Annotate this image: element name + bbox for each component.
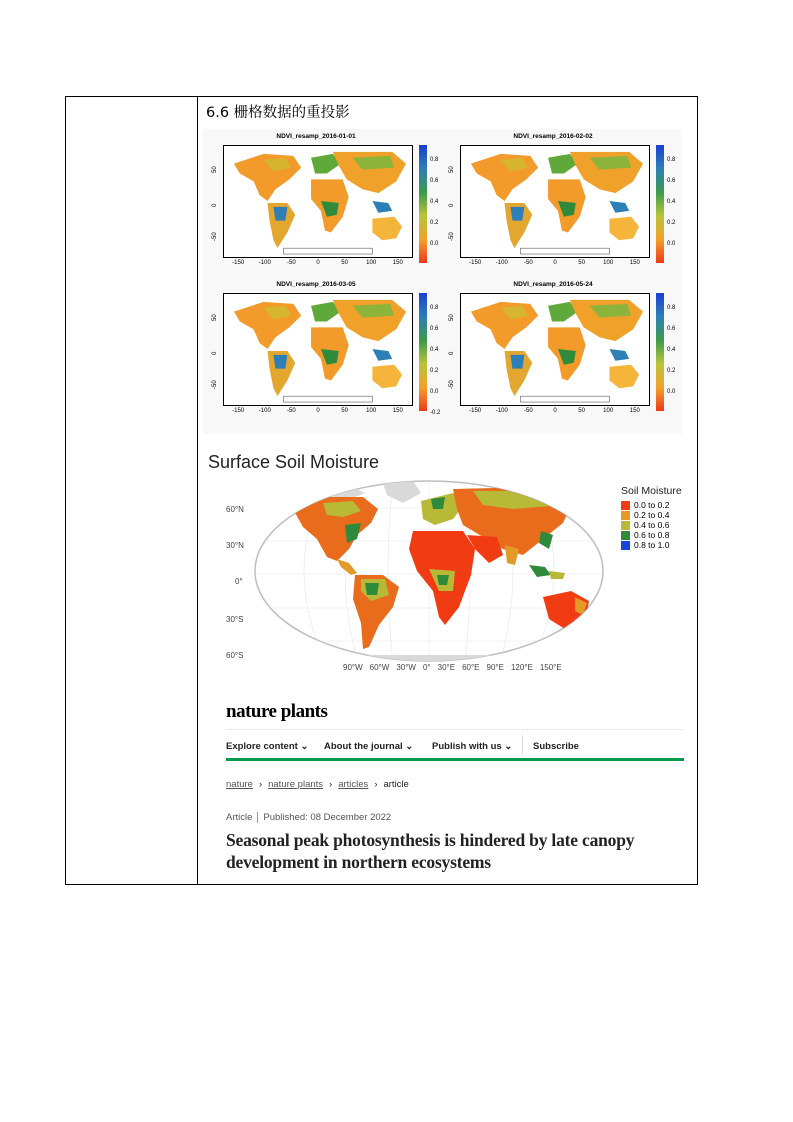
ndvi-panel [443,281,676,423]
lon-label: 60°E [462,663,480,672]
x-tick: 0 [553,260,557,266]
lon-label: 90°W [343,663,363,672]
nav-divider [522,735,523,755]
x-tick: -100 [258,408,271,414]
chevron-right-icon: › [329,779,333,790]
colorbar-tick: 0.4 [430,347,439,353]
legend-item [621,540,682,550]
journal-nav [226,729,684,761]
x-tick: 150 [629,408,640,414]
colorbar-tick: -0.2 [430,410,441,416]
soil-moisture-map [253,479,605,663]
x-tick: 100 [603,260,614,266]
colorbar-tick: 0.8 [667,305,676,311]
ndvi-colorbar [656,293,664,411]
x-tick: 50 [341,408,348,414]
colorbar-tick: 0.0 [667,241,676,247]
nav-subscribe[interactable]: Subscribe [533,741,579,752]
x-ticks [460,408,650,418]
x-tick: 0 [316,408,320,414]
x-tick: 150 [629,260,640,266]
colorbar-tick: 0.8 [667,157,676,163]
ndvi-colorbar [419,145,427,263]
legend-item [621,530,682,540]
layout-table [65,96,698,885]
ndvi-panel-title: NDVI_resamp_2016-03-05 [276,281,356,288]
lon-label: 30°E [437,663,456,672]
x-tick: 100 [366,260,377,266]
lon-label: 120°E [510,663,533,672]
ndvi-panel-title: NDVI_resamp_2016-05-24 [513,281,593,288]
lat-label: 30°S [226,615,244,624]
meta-divider [257,812,258,823]
x-tick: -50 [287,408,296,414]
ndvi-map [223,145,413,258]
legend-item [621,500,682,510]
x-tick: -100 [495,260,508,266]
colorbar-tick: 0.4 [667,199,676,205]
lon-label: 90°E [486,663,504,672]
ndvi-map [223,293,413,406]
ndvi-panel [206,133,439,275]
colorbar-tick: 0.4 [430,199,439,205]
x-tick: -150 [469,408,482,414]
content-cell [203,97,697,884]
y-tick: 50 [449,166,455,173]
legend-swatch [621,521,630,530]
lon-label: 30°W [396,663,416,672]
y-tick: 50 [212,166,218,173]
y-tick: -50 [449,380,455,389]
y-tick: -50 [449,232,455,241]
breadcrumb-articles[interactable]: articles [338,779,369,790]
lat-label: 0° [235,577,243,586]
legend-item [621,510,682,520]
colorbar-tick: 0.2 [667,220,676,226]
colorbar-tick: 0.2 [430,368,439,374]
colorbar-tick: 0.2 [430,220,439,226]
x-tick: 50 [578,408,585,414]
x-tick: 150 [392,260,403,266]
colorbar-tick: 0.8 [430,305,439,311]
x-ticks [223,260,413,270]
ndvi-map [460,293,650,406]
nav-publish-with-us[interactable]: Publish with us ⌄ [432,741,513,752]
ndvi-panel-title: NDVI_resamp_2016-02-02 [513,133,593,140]
legend-title: Soil Moisture [621,485,682,497]
legend-label: 0.8 to 1.0 [634,540,670,550]
ndvi-map [460,145,650,258]
article-title: Seasonal peak photosynthesis is hindered by late canopy development in northern ecosystems [226,830,635,872]
colorbar-tick: 0.0 [430,241,439,247]
column-divider [197,97,198,884]
x-tick: 100 [603,408,614,414]
lat-label: 60°N [226,505,244,514]
colorbar-tick: 0.6 [430,178,439,184]
x-tick: 0 [553,408,557,414]
y-tick: 0 [449,351,455,355]
colorbar-tick: 0.0 [430,389,439,395]
x-tick: -150 [232,408,245,414]
article-type: Article [226,812,253,824]
x-tick: 0 [316,260,320,266]
nav-about-journal[interactable]: About the journal ⌄ [324,741,414,752]
journal-logo[interactable]: nature plants [226,701,328,722]
lon-label: 0° [422,663,431,672]
lon-label: 150°E [539,663,562,672]
colorbar-tick: 0.8 [430,157,439,163]
nav-explore-content[interactable]: Explore content ⌄ [226,741,309,752]
x-tick: -100 [495,408,508,414]
colorbar-tick: 0.6 [430,326,439,332]
legend-swatch [621,531,630,540]
colorbar-tick: 0.4 [667,347,676,353]
soil-lon-labels [343,663,569,672]
x-tick: 50 [341,260,348,266]
colorbar-tick: 0.2 [667,368,676,374]
section-heading: 6.6 栅格数据的重投影 [206,105,350,121]
legend-label: 0.2 to 0.4 [634,510,670,520]
soil-legend [621,485,682,550]
y-tick: -50 [212,232,218,241]
breadcrumb [226,779,409,790]
chevron-down-icon: ⌄ [405,741,414,752]
ndvi-panel [443,133,676,275]
lon-label: 60°W [369,663,390,672]
x-tick: -150 [232,260,245,266]
ndvi-panel [206,281,441,423]
lat-label: 60°S [226,651,244,660]
chevron-right-icon: › [374,779,378,790]
x-tick: 150 [392,408,403,414]
chevron-down-icon: ⌄ [504,741,513,752]
colorbar-tick: 0.6 [667,178,676,184]
x-tick: 100 [366,408,377,414]
x-tick: -150 [469,260,482,266]
y-tick: 50 [449,314,455,321]
published-date: Published: 08 December 2022 [263,812,392,824]
y-tick: 0 [212,351,218,355]
legend-item [621,520,682,530]
legend-swatch [621,501,630,510]
breadcrumb-article: article [383,779,409,790]
x-tick: -50 [287,260,296,266]
legend-label: 0.4 to 0.6 [634,520,670,530]
breadcrumb-nature[interactable]: nature [226,779,253,790]
x-tick: -50 [524,408,533,414]
x-ticks [460,260,650,270]
colorbar-tick: 0.6 [667,326,676,332]
x-tick: -50 [524,260,533,266]
ndvi-colorbar [419,293,427,411]
colorbar-tick: 0.0 [667,389,676,395]
ndvi-panel-title: NDVI_resamp_2016-01-01 [276,133,356,140]
ndvi-figure [203,129,682,434]
breadcrumb-nature-plants[interactable]: nature plants [268,779,324,790]
x-tick: -100 [258,260,271,266]
x-tick: 50 [578,260,585,266]
ndvi-colorbar [656,145,664,263]
legend-swatch [621,541,630,550]
chevron-right-icon: › [258,779,263,790]
lat-label: 30°N [226,541,244,550]
legend-label: 0.0 to 0.2 [634,500,670,510]
legend-swatch [621,511,630,520]
y-tick: 50 [212,314,218,321]
y-tick: 0 [212,203,218,207]
soil-moisture-title: Surface Soil Moisture [208,452,380,472]
chevron-down-icon: ⌄ [300,741,309,752]
y-tick: 0 [449,203,455,207]
article-meta [226,812,391,823]
x-ticks [223,408,413,418]
y-tick: -50 [212,380,218,389]
legend-label: 0.6 to 0.8 [634,530,670,540]
